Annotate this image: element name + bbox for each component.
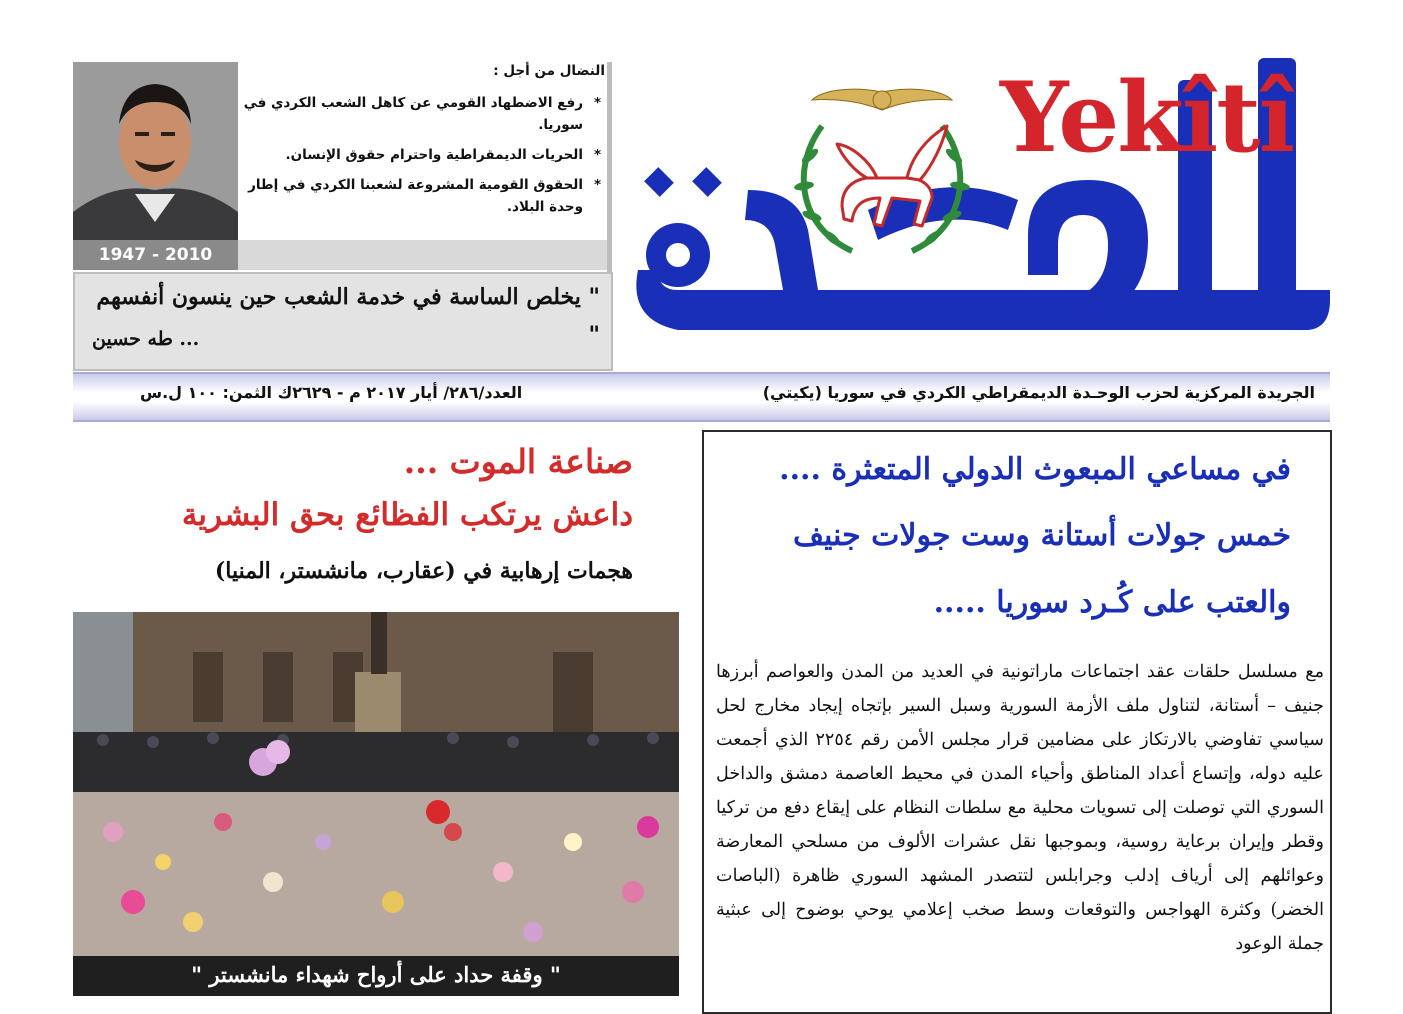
main-headline-1: في مساعي المبعوث الدولي المتعثرة ....	[779, 452, 1291, 487]
principle-item: * الحقوق القومية المشروعة لشعبنا الكردي في إطار وحدة البلاد.	[240, 174, 605, 218]
newspaper-description: الجريدة المركزية لحزب الوحـدة الديمقراطي الكردي في سوريا (يكيتي)	[762, 383, 1315, 402]
divider	[238, 240, 612, 270]
main-headline-2: خمس جولات أستانة وست جولات جنيف	[792, 518, 1291, 553]
pegasus-emblem-icon	[782, 86, 982, 261]
bullet-icon: *	[593, 177, 601, 193]
principle-item: * الحريات الديمقراطية واحترام حقوق الإنسان.	[240, 144, 605, 166]
quote-author: ... طه حسين	[92, 328, 200, 350]
quote-text: " يخلص الساسة في خدمة الشعب حين ينسون أنفسهم "	[96, 284, 600, 348]
principles-heading: النضال من أجل :	[493, 63, 605, 79]
portrait-years: 1947 - 2010	[73, 240, 238, 270]
issue-info: العدد/٢٨٦/ أيار ٢٠١٧ م - ٢٦٢٩ك الثمن: ١٠٠ ل.س	[140, 383, 523, 402]
left-subheadline: هجمات إرهابية في (عقارب، مانشستر، المنيا)	[214, 558, 633, 584]
party-principles	[240, 60, 605, 226]
manchester-vigil-photo	[73, 612, 679, 956]
left-headline-1: صناعة الموت ...	[403, 442, 633, 481]
principle-item: * رفع الاضطهاد القومي عن كاهل الشعب الكردي في سوريا.	[240, 92, 605, 136]
founder-portrait	[73, 62, 238, 240]
photo-caption: " وقفة حداد على أرواح شهداء مانشستر "	[191, 962, 561, 987]
bullet-icon: *	[593, 147, 601, 163]
left-headline-2: داعش يرتكب الفظائع بحق البشرية	[181, 497, 633, 533]
main-article-body: مع مسلسل حلقات عقد اجتماعات ماراتونية في العديد من المدن والعواصم أبرزها جنيف – أستانة، لتناول ملف الأزمة السورية وسبل السير بإتجاه إيجاد مخارج لحل سياسي تفاوضي بالارتكاز على مضامين قرار مجلس الأمن رقم ٢٢٥٤ الذي أجمعت عليه دوله، وإتساع أعداد المناطق وأحياء المدن في محيط العاصمة دمشق والداخل السوري التي توصلت إلى تسويات محلية مع سلطات النظام على إيقاع دفع من تركيا وقطر وإيران برعاية روسية، وبموجبها نقل عشرات الألوف من مسلحي المعارضة وعوائلهم إلى أرياف إدلب وجرابلس لتتصدر المشهد السوري ظاهرة (الباصات الخضر) وكثرة الهواجس والتوقعات وسط صخب إعلامي يوحي بوضوح إلى عبثية جملة الوعود	[716, 662, 1325, 954]
bullet-icon: *	[593, 95, 601, 111]
main-headline-3: والعتب على كُـرد سوريا .....	[933, 585, 1291, 620]
masthead-latin-title: Yekîtî	[1000, 61, 1294, 174]
